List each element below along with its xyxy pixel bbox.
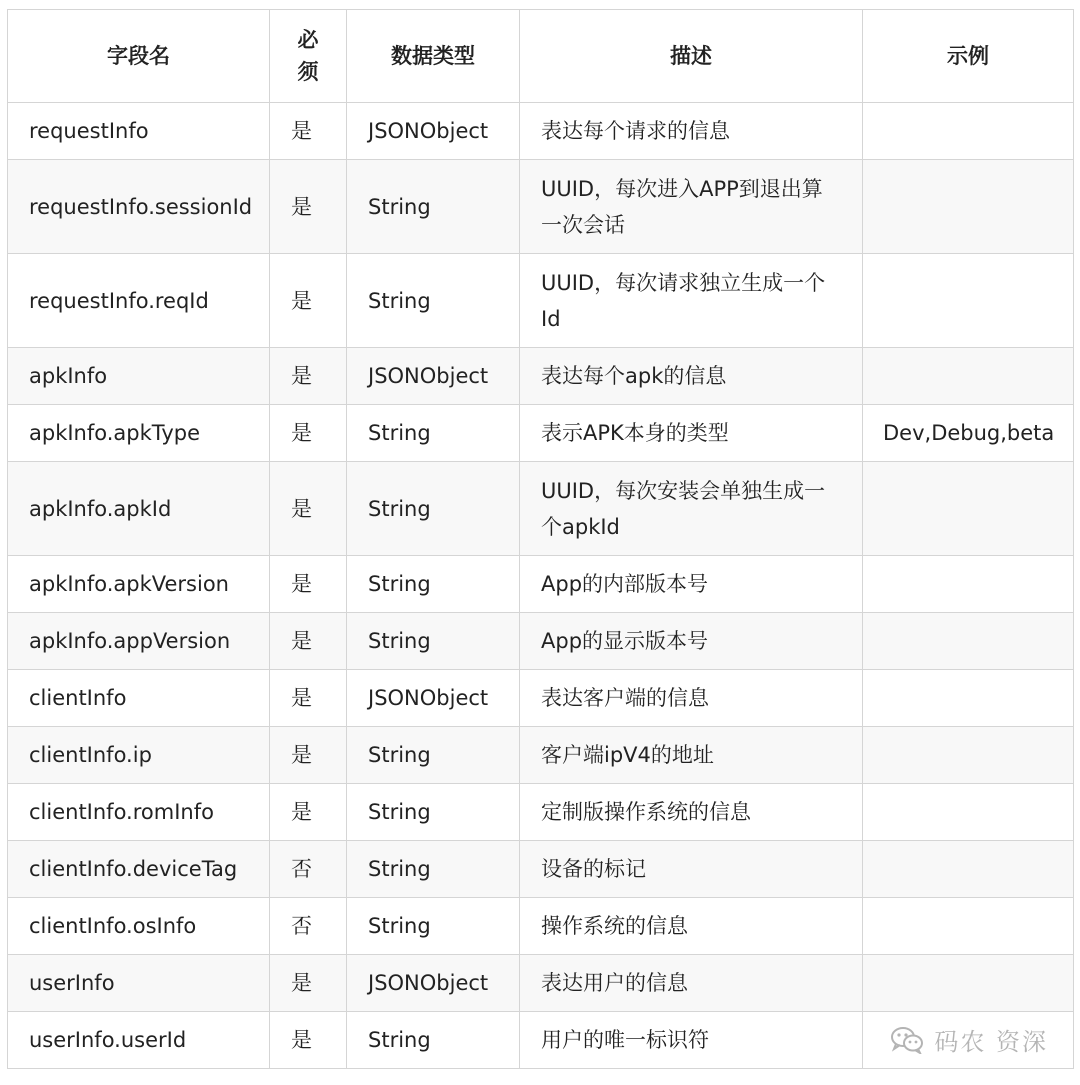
cell-type: JSONObject (347, 348, 520, 405)
table-row (8, 348, 1074, 405)
table-body (8, 103, 1074, 1069)
cell-field: userInfo (8, 955, 270, 1012)
cell-description: 表达每个请求的信息 (520, 103, 863, 160)
cell-type: String (347, 727, 520, 784)
cell-example (863, 784, 1074, 841)
cell-field: requestInfo.reqId (8, 254, 270, 348)
cell-example: Dev,Debug,beta (863, 405, 1074, 462)
cell-type: String (347, 556, 520, 613)
cell-description: 设备的标记 (520, 841, 863, 898)
cell-type: String (347, 898, 520, 955)
cell-field: apkInfo.apkType (8, 405, 270, 462)
cell-type: JSONObject (347, 955, 520, 1012)
cell-required: 是 (270, 613, 347, 670)
cell-description: 用户的唯一标识符 (520, 1012, 863, 1069)
cell-field: requestInfo (8, 103, 270, 160)
cell-field: apkInfo.appVersion (8, 613, 270, 670)
table-row (8, 670, 1074, 727)
cell-required: 否 (270, 841, 347, 898)
cell-field: requestInfo.sessionId (8, 160, 270, 254)
cell-field: apkInfo.apkVersion (8, 556, 270, 613)
cell-example (863, 103, 1074, 160)
cell-example (863, 670, 1074, 727)
cell-required: 是 (270, 254, 347, 348)
cell-description: 客户端ipV4的地址 (520, 727, 863, 784)
cell-required: 是 (270, 1012, 347, 1069)
header-example: 示例 (863, 10, 1074, 103)
cell-required: 是 (270, 405, 347, 462)
table-row (8, 784, 1074, 841)
table-row (8, 898, 1074, 955)
cell-example (863, 348, 1074, 405)
cell-field: clientInfo.deviceTag (8, 841, 270, 898)
cell-type: JSONObject (347, 103, 520, 160)
cell-field: clientInfo.ip (8, 727, 270, 784)
cell-description: 表示APK本身的类型 (520, 405, 863, 462)
watermark-text: 码农 资深 (934, 1028, 1048, 1056)
cell-field: clientInfo.osInfo (8, 898, 270, 955)
cell-type: String (347, 160, 520, 254)
cell-description: App的内部版本号 (520, 556, 863, 613)
cell-example (863, 955, 1074, 1012)
table-row (8, 613, 1074, 670)
cell-required: 是 (270, 784, 347, 841)
watermark (890, 1022, 1048, 1057)
cell-example (863, 462, 1074, 556)
cell-required: 是 (270, 160, 347, 254)
cell-field: clientInfo (8, 670, 270, 727)
header-required-line1: 必 (297, 28, 319, 52)
cell-example (863, 898, 1074, 955)
cell-example (863, 613, 1074, 670)
table-row (8, 103, 1074, 160)
cell-description: UUID，每次请求独立生成一个Id (520, 254, 863, 348)
cell-example (863, 841, 1074, 898)
cell-type: String (347, 841, 520, 898)
header-type: 数据类型 (347, 10, 520, 103)
header-description: 描述 (520, 10, 863, 103)
cell-description: 表达每个apk的信息 (520, 348, 863, 405)
cell-type: String (347, 784, 520, 841)
cell-required: 是 (270, 955, 347, 1012)
wechat-icon (890, 1026, 924, 1054)
cell-type: String (347, 254, 520, 348)
cell-example (863, 556, 1074, 613)
cell-required: 是 (270, 556, 347, 613)
cell-description: UUID，每次进入APP到退出算一次会话 (520, 160, 863, 254)
cell-required: 是 (270, 670, 347, 727)
cell-example (863, 727, 1074, 784)
cell-field: userInfo.userId (8, 1012, 270, 1069)
cell-required: 是 (270, 103, 347, 160)
table-row (8, 955, 1074, 1012)
table-row (8, 841, 1074, 898)
cell-description: 操作系统的信息 (520, 898, 863, 955)
cell-field: apkInfo.apkId (8, 462, 270, 556)
cell-type: String (347, 1012, 520, 1069)
header-field: 字段名 (8, 10, 270, 103)
cell-required: 否 (270, 898, 347, 955)
table-row (8, 462, 1074, 556)
header-required-line2: 须 (297, 60, 319, 84)
cell-description: App的显示版本号 (520, 613, 863, 670)
cell-field: clientInfo.romInfo (8, 784, 270, 841)
table-row (8, 160, 1074, 254)
api-field-table (7, 9, 1074, 1069)
table-row (8, 556, 1074, 613)
cell-field: apkInfo (8, 348, 270, 405)
cell-example (863, 160, 1074, 254)
cell-required: 是 (270, 462, 347, 556)
cell-description: 表达用户的信息 (520, 955, 863, 1012)
table-row (8, 727, 1074, 784)
cell-type: String (347, 613, 520, 670)
table-header (8, 10, 1074, 103)
table-row (8, 405, 1074, 462)
cell-required: 是 (270, 727, 347, 784)
cell-type: JSONObject (347, 670, 520, 727)
table-row (8, 254, 1074, 348)
cell-type: String (347, 405, 520, 462)
cell-example (863, 254, 1074, 348)
cell-description: UUID，每次安装会单独生成一个apkId (520, 462, 863, 556)
cell-description: 表达客户端的信息 (520, 670, 863, 727)
cell-required: 是 (270, 348, 347, 405)
header-required (270, 10, 347, 103)
header-row (8, 10, 1074, 103)
cell-type: String (347, 462, 520, 556)
cell-description: 定制版操作系统的信息 (520, 784, 863, 841)
